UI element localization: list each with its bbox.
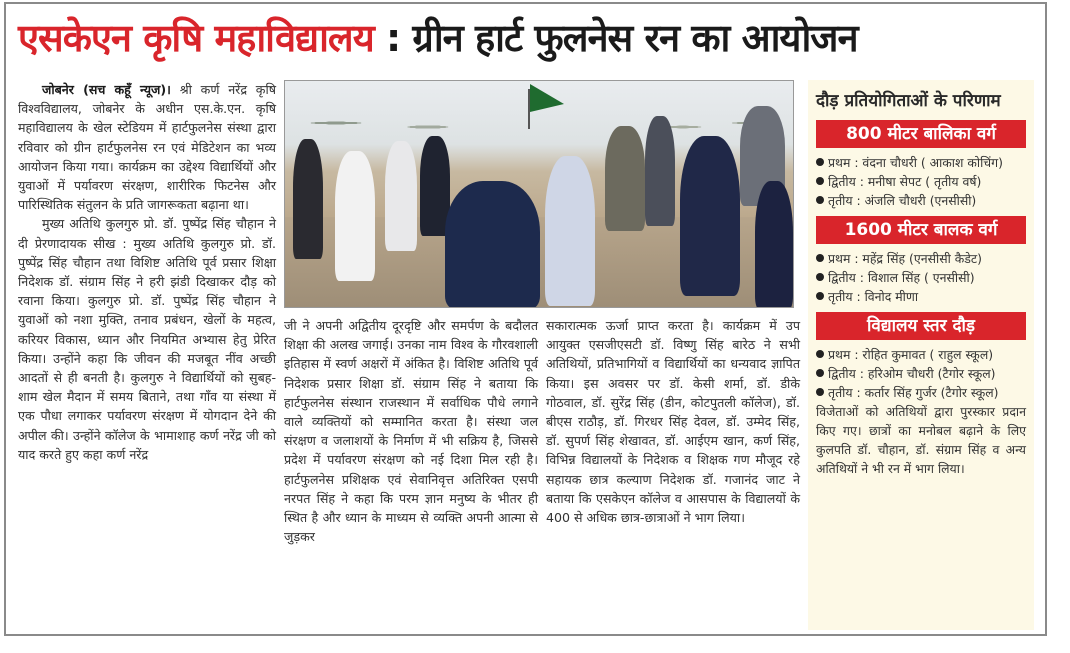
- runner-figure: [385, 141, 417, 251]
- article-paragraph-1: [18, 80, 276, 214]
- results-list-school-level: [816, 345, 1026, 402]
- runner-figure: [680, 136, 740, 296]
- article-paragraph-3: जी ने अपनी अद्वितीय दूरदृष्टि और समर्पण के बदौलत शिक्षा की अलख जगाई। उनका नाम विश्व के गौरवशाली इतिहास में स्वर्ण अक्षरों में अंकित है। विशिष्ट अतिथि पूर्व निदेशक प्रसार शिक्षा डॉ. संग्राम सिंह ने बताया कि हार्टफुलनेस संस्थान राजस्थान में सर्वाधिक पौधे लगाने वाले व्यक्तियों को सम्मानित करता है। संस्था जल संरक्षण व जलाशयों के निर्माण में भी सक्रिय है, जिससे प्रदेश में पर्यावरण संरक्षण को नई दिशा मिल रही है। हार्टफुलनेस प्रशिक्षक एवं सेवानिवृत्त अतिरिक्त एसपी नरपत सिंह ने कहा कि परम ज्ञान मनुष्य के भीतर ही स्थित है और ध्यान के माध्यम से व्यक्ति अपनी आत्मा से जुड़कर: [284, 318, 538, 545]
- bullet-icon: [816, 350, 824, 358]
- headline-red-part: एसकेएन कृषि महाविद्यालय: [18, 16, 374, 60]
- event-photo: [284, 80, 794, 308]
- article-column-2: [284, 316, 538, 546]
- bullet-icon: [816, 369, 824, 377]
- result-item: तृतीय : विनोद मीणा: [816, 287, 1026, 306]
- headline-black-part: ग्रीन हार्ट फुलनेस रन का आयोजन: [412, 16, 858, 60]
- result-item: प्रथम : महेंद्र सिंह (एनसीसी कैडेट): [816, 249, 1026, 268]
- headline-separator: :: [373, 16, 413, 60]
- runner-figure: [293, 139, 323, 259]
- green-flag-icon: [530, 84, 564, 118]
- bullet-icon: [816, 388, 824, 396]
- dateline: जोबनेर (सच कहूँ न्यूज)।: [42, 82, 171, 97]
- bullet-icon: [816, 254, 824, 262]
- sidebar-title: दौड़ प्रतियोगिताओं के परिणाम: [816, 91, 1001, 111]
- result-item: तृतीय : अंजलि चौधरी (एनसीसी): [816, 191, 1026, 210]
- runner-figure: [755, 181, 793, 308]
- bullet-icon: [816, 196, 824, 204]
- section-banner-800m-girls: 800 मीटर बालिका वर्ग: [816, 120, 1026, 148]
- result-item: द्वितीय : विशाल सिंह ( एनसीसी): [816, 268, 1026, 287]
- results-list-800m-girls: [816, 153, 1026, 210]
- section-banner-school-level: विद्यालय स्तर दौड़: [816, 312, 1026, 340]
- article-column-1: [18, 80, 276, 464]
- result-item: प्रथम : रोहित कुमावत ( राहुल स्कूल): [816, 345, 1026, 364]
- section-banner-1600m-boys: 1600 मीटर बालक वर्ग: [816, 216, 1026, 244]
- article-paragraph-4: सकारात्मक ऊर्जा प्राप्त करता है। कार्यक्रम में उप आयुक्त एसजीएसटी डॉ. विष्णु सिंह बारेठ ने सभी अतिथियों, प्रतिभागियों व विद्यार्थियों का धन्यवाद ज्ञापित किया। इस अवसर पर डॉ. केसी शर्मा, डॉ. डीके गोठवाल, डॉ. सुरेंद्र सिंह (डीन, कोटपुतली कॉलेज), डॉ. बीएस राठौड़, डॉ. गिरधर सिंह देवल, डॉ. उम्मेद सिंह, डॉ. सुपर्ण सिंह शेखावत, डॉ. आईएम खान, कर्ण सिंह, विभिन्न विद्यालयों के निदेशक व शिक्षक गण मौजूद रहे सहायक छात्र कल्याण निदेशक डॉ. गजानंद जाट ने बताया कि एसकेएन कॉलेज व आसपास के विद्यालयों के 400 से अधिक छात्र-छात्राओं ने भाग लिया।: [546, 318, 800, 526]
- runner-figure: [645, 116, 675, 226]
- runner-figure: [445, 181, 540, 308]
- paragraph-1-text: श्री कर्ण नरेंद्र कृषि विश्वविद्यालय, जोबनेर के अधीन एस.के.एन. कृषि महाविद्यालय के खेल स्टेडियम में हार्टफुलनेस संस्था द्वारा रविवार को ग्रीन हार्टफुलनेस रन एवं मेडिटेशन का भव्य आयोजन किया गया। कार्यक्रम का उद्देश्य विद्यार्थियों और युवाओं में पर्यावरण संरक्षण, शारीरिक फिटनेस और पारिस्थितिक संतुलन के प्रति जागरूकता बढ़ाना था।: [18, 82, 277, 213]
- bullet-icon: [816, 177, 824, 185]
- bullet-icon: [816, 273, 824, 281]
- runner-figure: [335, 151, 375, 281]
- bullet-icon: [816, 292, 824, 300]
- bullet-icon: [816, 158, 824, 166]
- sidebar-note: विजेताओं को अतिथियों द्वारा पुरस्कार प्रदान किए गए। छात्रों का मनोबल बढ़ाने के लिए कुलपति डॉ. चौहान, डॉ. संग्राम सिंह व अन्य अतिथियों ने भी रन में भाग लिया।: [816, 404, 1026, 476]
- runner-figure: [545, 156, 595, 306]
- result-item: तृतीय : कर्तार सिंह गुर्जर (टैगोर स्कूल): [816, 383, 1026, 402]
- article-column-3: [546, 316, 800, 527]
- runner-figure: [605, 126, 645, 231]
- results-list-1600m-boys: [816, 249, 1026, 306]
- result-item: द्वितीय : हरिओम चौधरी (टैगोर स्कूल): [816, 364, 1026, 383]
- headline: [18, 12, 858, 64]
- result-item: प्रथम : वंदना चौधरी ( आकाश कोचिंग): [816, 153, 1026, 172]
- result-item: द्वितीय : मनीषा सेपट ( तृतीय वर्ष): [816, 172, 1026, 191]
- results-sidebar: [808, 80, 1034, 630]
- article-paragraph-2: मुख्य अतिथि कुलगुरु प्रो. डॉ. पुष्पेंद्र सिंह चौहान ने दी प्रेरणादायक सीख : मुख्य अतिथि कुलगुरु प्रो. डॉ. पुष्पेंद्र सिंह चौहान तथा विशिष्ट अतिथि पूर्व प्रसार शिक्षा निदेशक डॉ. संग्राम सिंह ने हरी झंडी दिखाकर दौड़ को रवाना किया। कुलगुरु प्रो. डॉ. पुष्पेंद्र सिंह चौहान ने युवाओं को नशा मुक्ति, तनाव प्रबंधन, खेलों के महत्व, करियर विकास, ध्यान और नियमित अभ्यास हेतु प्रेरित किया। उन्होंने कहा कि जीवन की मजबूत नींव अच्छी आदतों से ही बनती है। कुलगुरु ने विद्यार्थियों को सुबह-शाम खेल मैदान में समय बिताने, तथा गाँव या संस्था में एक पौधा लगाकर पर्यावरण संरक्षण में योगदान देने की अपील की। उन्होंने कॉलेज के भामाशाह कर्ण नरेंद्र जी को याद करते हुए कहा कर्ण नरेंद्र: [18, 216, 276, 462]
